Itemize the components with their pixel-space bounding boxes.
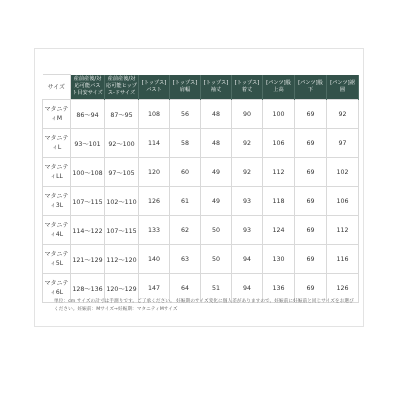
- header-cell-bust-range: 産前産後/対応可能バスト目安サイズ: [71, 75, 105, 100]
- header-cell-tops-sleeve: [トップス]袖丈: [201, 75, 232, 100]
- table-cell: 69: [295, 216, 327, 245]
- table-row: [43, 216, 359, 245]
- table-cell: 136: [263, 274, 295, 303]
- table-cell: 112〜120: [105, 245, 139, 274]
- header-cell-tops-shoulder: [トップス]肩幅: [170, 75, 201, 100]
- size-name-cell: マタニティ6L: [43, 274, 71, 303]
- table-cell: 118: [263, 187, 295, 216]
- table-cell: 92〜100: [105, 129, 139, 158]
- header-cell-pants-rise: [パンツ]股上高: [263, 75, 295, 100]
- table-cell: 112: [263, 158, 295, 187]
- size-name-cell: マタニティL: [43, 129, 71, 158]
- header-row: [43, 75, 359, 100]
- table-cell: 48: [201, 129, 232, 158]
- table-cell: 86〜94: [71, 100, 105, 129]
- header-cell-hip-range: 産前産後/対応可能ヒップス-ドサイズ: [105, 75, 139, 100]
- table-cell: 92: [327, 100, 359, 129]
- size-name-cell: マタニティ3L: [43, 187, 71, 216]
- table-cell: 106: [263, 129, 295, 158]
- header-cell-tops-bust: [トップス]バスト: [139, 75, 170, 100]
- table-cell: 106: [327, 187, 359, 216]
- table-cell: 121〜129: [71, 245, 105, 274]
- table-cell: 133: [139, 216, 170, 245]
- table-cell: 128〜136: [71, 274, 105, 303]
- table-cell: 69: [295, 187, 327, 216]
- table-cell: 48: [201, 100, 232, 129]
- table-cell: 100: [263, 100, 295, 129]
- table-row: [43, 187, 359, 216]
- table-row: [43, 158, 359, 187]
- table-cell: 107〜115: [105, 216, 139, 245]
- table-cell: 130: [263, 245, 295, 274]
- table-cell: 120〜129: [105, 274, 139, 303]
- table-cell: 61: [170, 187, 201, 216]
- table-cell: 51: [201, 274, 232, 303]
- size-table: [42, 74, 359, 303]
- header-cell-pants-inseam: [パンツ]股下: [295, 75, 327, 100]
- table-cell: 90: [232, 100, 263, 129]
- table-row: [43, 100, 359, 129]
- table-cell: 69: [295, 129, 327, 158]
- table-cell: 92: [232, 129, 263, 158]
- table-cell: 49: [201, 187, 232, 216]
- table-cell: 60: [170, 158, 201, 187]
- table-cell: 124: [263, 216, 295, 245]
- table-row: [43, 129, 359, 158]
- table-cell: 94: [232, 274, 263, 303]
- table-cell: 56: [170, 100, 201, 129]
- header-cell-tops-length: [トップス]着丈: [232, 75, 263, 100]
- header-cell-pants-hem: [パンツ]裾囲: [327, 75, 359, 100]
- table-cell: 69: [295, 100, 327, 129]
- table-cell: 69: [295, 158, 327, 187]
- table-cell: 62: [170, 216, 201, 245]
- table-cell: 69: [295, 274, 327, 303]
- table-cell: 92: [232, 158, 263, 187]
- table-cell: 49: [201, 158, 232, 187]
- table-cell: 50: [201, 245, 232, 274]
- table-cell: 102: [327, 158, 359, 187]
- size-note: 単位：cm サイズの計寸は手測りです。ご了承ください。 妊娠期のサイズ変化に個人差がありますので、妊娠前に妊娠前と同じサイズをお選びください。妊娠前：Mサイズ→妊娠期：マタニティMサイズ: [54, 299, 354, 312]
- table-cell: 93: [232, 187, 263, 216]
- table-cell: 102〜110: [105, 187, 139, 216]
- table-cell: 50: [201, 216, 232, 245]
- table-cell: 100〜108: [71, 158, 105, 187]
- table-cell: 97: [327, 129, 359, 158]
- table-cell: 93: [232, 216, 263, 245]
- table-cell: 93〜101: [71, 129, 105, 158]
- table-cell: 94: [232, 245, 263, 274]
- table-cell: 126: [139, 187, 170, 216]
- size-name-cell: マタニティLL: [43, 158, 71, 187]
- table-cell: 107〜115: [71, 187, 105, 216]
- size-name-cell: マタニティ5L: [43, 245, 71, 274]
- table-cell: 108: [139, 100, 170, 129]
- size-name-cell: マタニティM: [43, 100, 71, 129]
- table-cell: 69: [295, 245, 327, 274]
- table-cell: 114〜122: [71, 216, 105, 245]
- table-cell: 87〜95: [105, 100, 139, 129]
- table-cell: 112: [327, 216, 359, 245]
- table-cell: 63: [170, 245, 201, 274]
- table-cell: 58: [170, 129, 201, 158]
- table-body: [43, 100, 359, 303]
- table-cell: 147: [139, 274, 170, 303]
- table-cell: 114: [139, 129, 170, 158]
- table-cell: 64: [170, 274, 201, 303]
- size-name-cell: マタニティ4L: [43, 216, 71, 245]
- table-cell: 97〜105: [105, 158, 139, 187]
- table-cell: 140: [139, 245, 170, 274]
- table-cell: 116: [327, 245, 359, 274]
- header-cell-size: サイズ: [43, 75, 71, 100]
- table-row: [43, 245, 359, 274]
- table-cell: 120: [139, 158, 170, 187]
- table-cell: 126: [327, 274, 359, 303]
